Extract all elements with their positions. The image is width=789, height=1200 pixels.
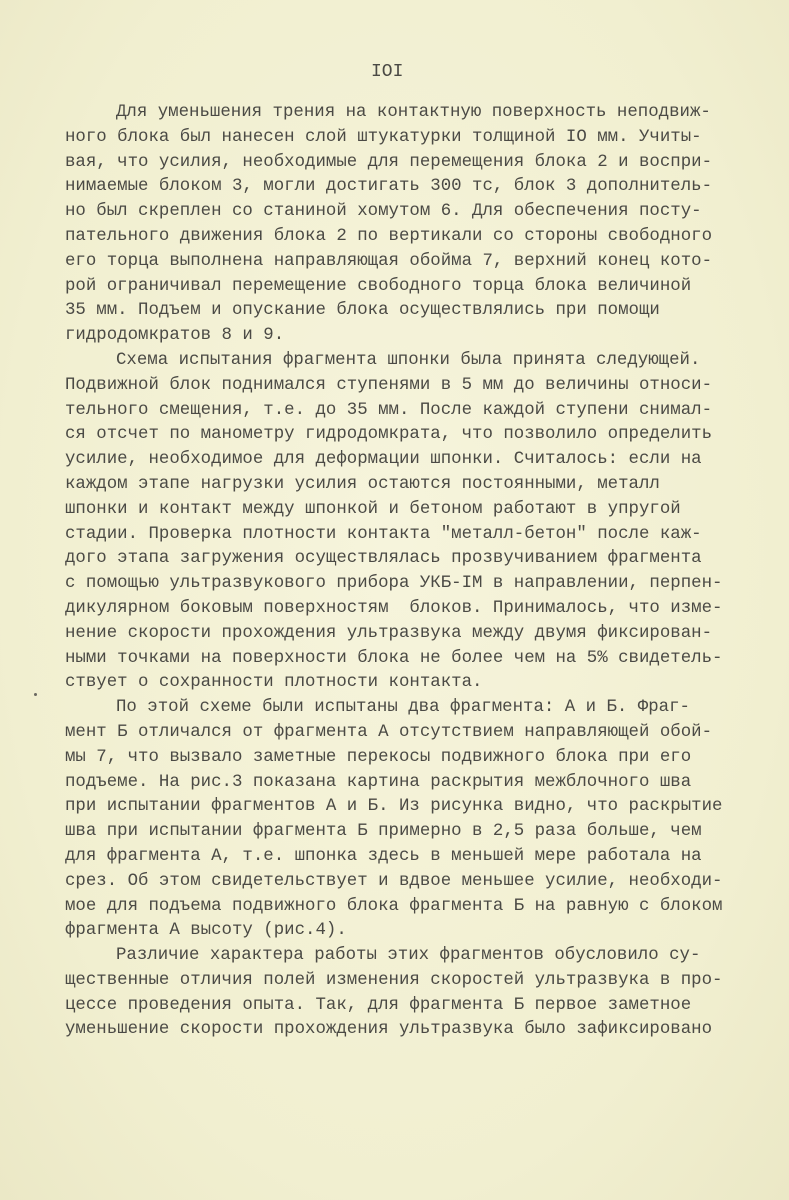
text-line: вая, что усилия, необходимые для перемещения блока 2 и воспри-	[65, 152, 713, 172]
page-number: IOI	[371, 62, 404, 82]
paragraph-2	[65, 349, 775, 696]
paragraph-4	[65, 944, 775, 1043]
text-line: Подвижной блок поднимался ступенями в 5 мм до величины относи-	[65, 375, 713, 395]
text-line: шпонки и контакт между шпонкой и бетоном работают в упругой	[65, 499, 681, 519]
text-line: мое для подъема подвижного блока фрагмента Б на равную с блоком	[65, 896, 723, 916]
text-line: цессе проведения опыта. Так, для фрагмента Б первое заметное	[65, 995, 692, 1015]
text-line: Для уменьшения трения на контактную поверхность неподвиж-	[116, 103, 711, 122]
text-line: с помощью ультразвукового прибора УКБ-IМ в направлении, перпен-	[65, 574, 723, 594]
text-line: 35 мм. Подъем и опускание блока осуществлялись при помощи	[65, 301, 660, 321]
paragraph-1	[65, 101, 775, 349]
text-line: ными точками на поверхности блока не более чем на 5% свидетель-	[65, 648, 723, 668]
text-line: подъеме. На рис.3 показана картина раскрытия межблочного шва	[65, 772, 692, 792]
paper-speck	[34, 693, 37, 696]
text-line: По этой схеме были испытаны два фрагмента: А и Б. Фраг-	[116, 698, 690, 718]
text-line: срез. Об этом свидетельствует и вдвое меньшее усилие, необходи-	[65, 871, 723, 891]
text-line: мент Б отличался от фрагмента А отсутствием направляющей обой-	[65, 722, 713, 742]
text-line: но был скреплен со станиной хомутом 6. Для обеспечения посту-	[65, 202, 702, 222]
text-line: ного блока был нанесен слой штукатурки толщиной IO мм. Учиты-	[65, 127, 702, 147]
text-line: каждом этапе нагрузки усилия остаются постоянными, металл	[65, 474, 660, 494]
text-line: гидродомкратов 8 и 9.	[65, 326, 285, 346]
paragraph-3	[65, 696, 775, 944]
text-line: ствует о сохранности плотности контакта.	[65, 673, 483, 693]
text-line: его торца выполнена направляющая обойма 7, верхний конец кото-	[65, 251, 713, 271]
text-line: уменьшение скорости прохождения ультразвука было зафиксировано	[65, 1020, 713, 1040]
text-line: стадии. Проверка плотности контакта "металл-бетон" после каж-	[65, 524, 702, 544]
text-line: при испытании фрагментов А и Б. Из рисунка видно, что раскрытие	[65, 797, 723, 817]
text-line: нение скорости прохождения ультразвука между двумя фиксирован-	[65, 623, 713, 643]
text-line: фрагмента А высоту (рис.4).	[65, 921, 347, 941]
body-text	[65, 101, 775, 1043]
text-line: Различие характера работы этих фрагментов обусловило су-	[116, 946, 701, 966]
text-line: для фрагмента А, т.е. шпонка здесь в меньшей мере работала на	[65, 846, 702, 866]
text-line: шва при испытании фрагмента Б примерно в 2,5 раза больше, чем	[65, 822, 702, 842]
text-line: нимаемые блоком 3, могли достигать 300 тс, блок 3 дополнитель-	[65, 177, 713, 197]
text-line: ся отсчет по манометру гидродомкрата, что позволило определить	[65, 425, 713, 445]
text-line: щественные отличия полей изменения скоростей ультразвука в про-	[65, 970, 723, 990]
text-line: тельного смещения, т.е. до 35 мм. После каждой ступени снимал-	[65, 400, 713, 420]
text-line: дикулярном боковым поверхностям блоков. Принималось, что изме-	[65, 598, 723, 618]
text-line: дого этапа загружения осуществлялась прозвучиванием фрагмента	[65, 549, 702, 569]
text-line: мы 7, что вызвало заметные перекосы подвижного блока при его	[65, 747, 692, 767]
text-line: пательного движения блока 2 по вертикали со стороны свободного	[65, 226, 713, 246]
text-line: Схема испытания фрагмента шпонки была принята следующей.	[116, 350, 701, 370]
text-line: усилие, необходимое для деформации шпонки. Считалось: если на	[65, 450, 702, 470]
text-line: рой ограничивал перемещение свободного торца блока величиной	[65, 276, 692, 296]
